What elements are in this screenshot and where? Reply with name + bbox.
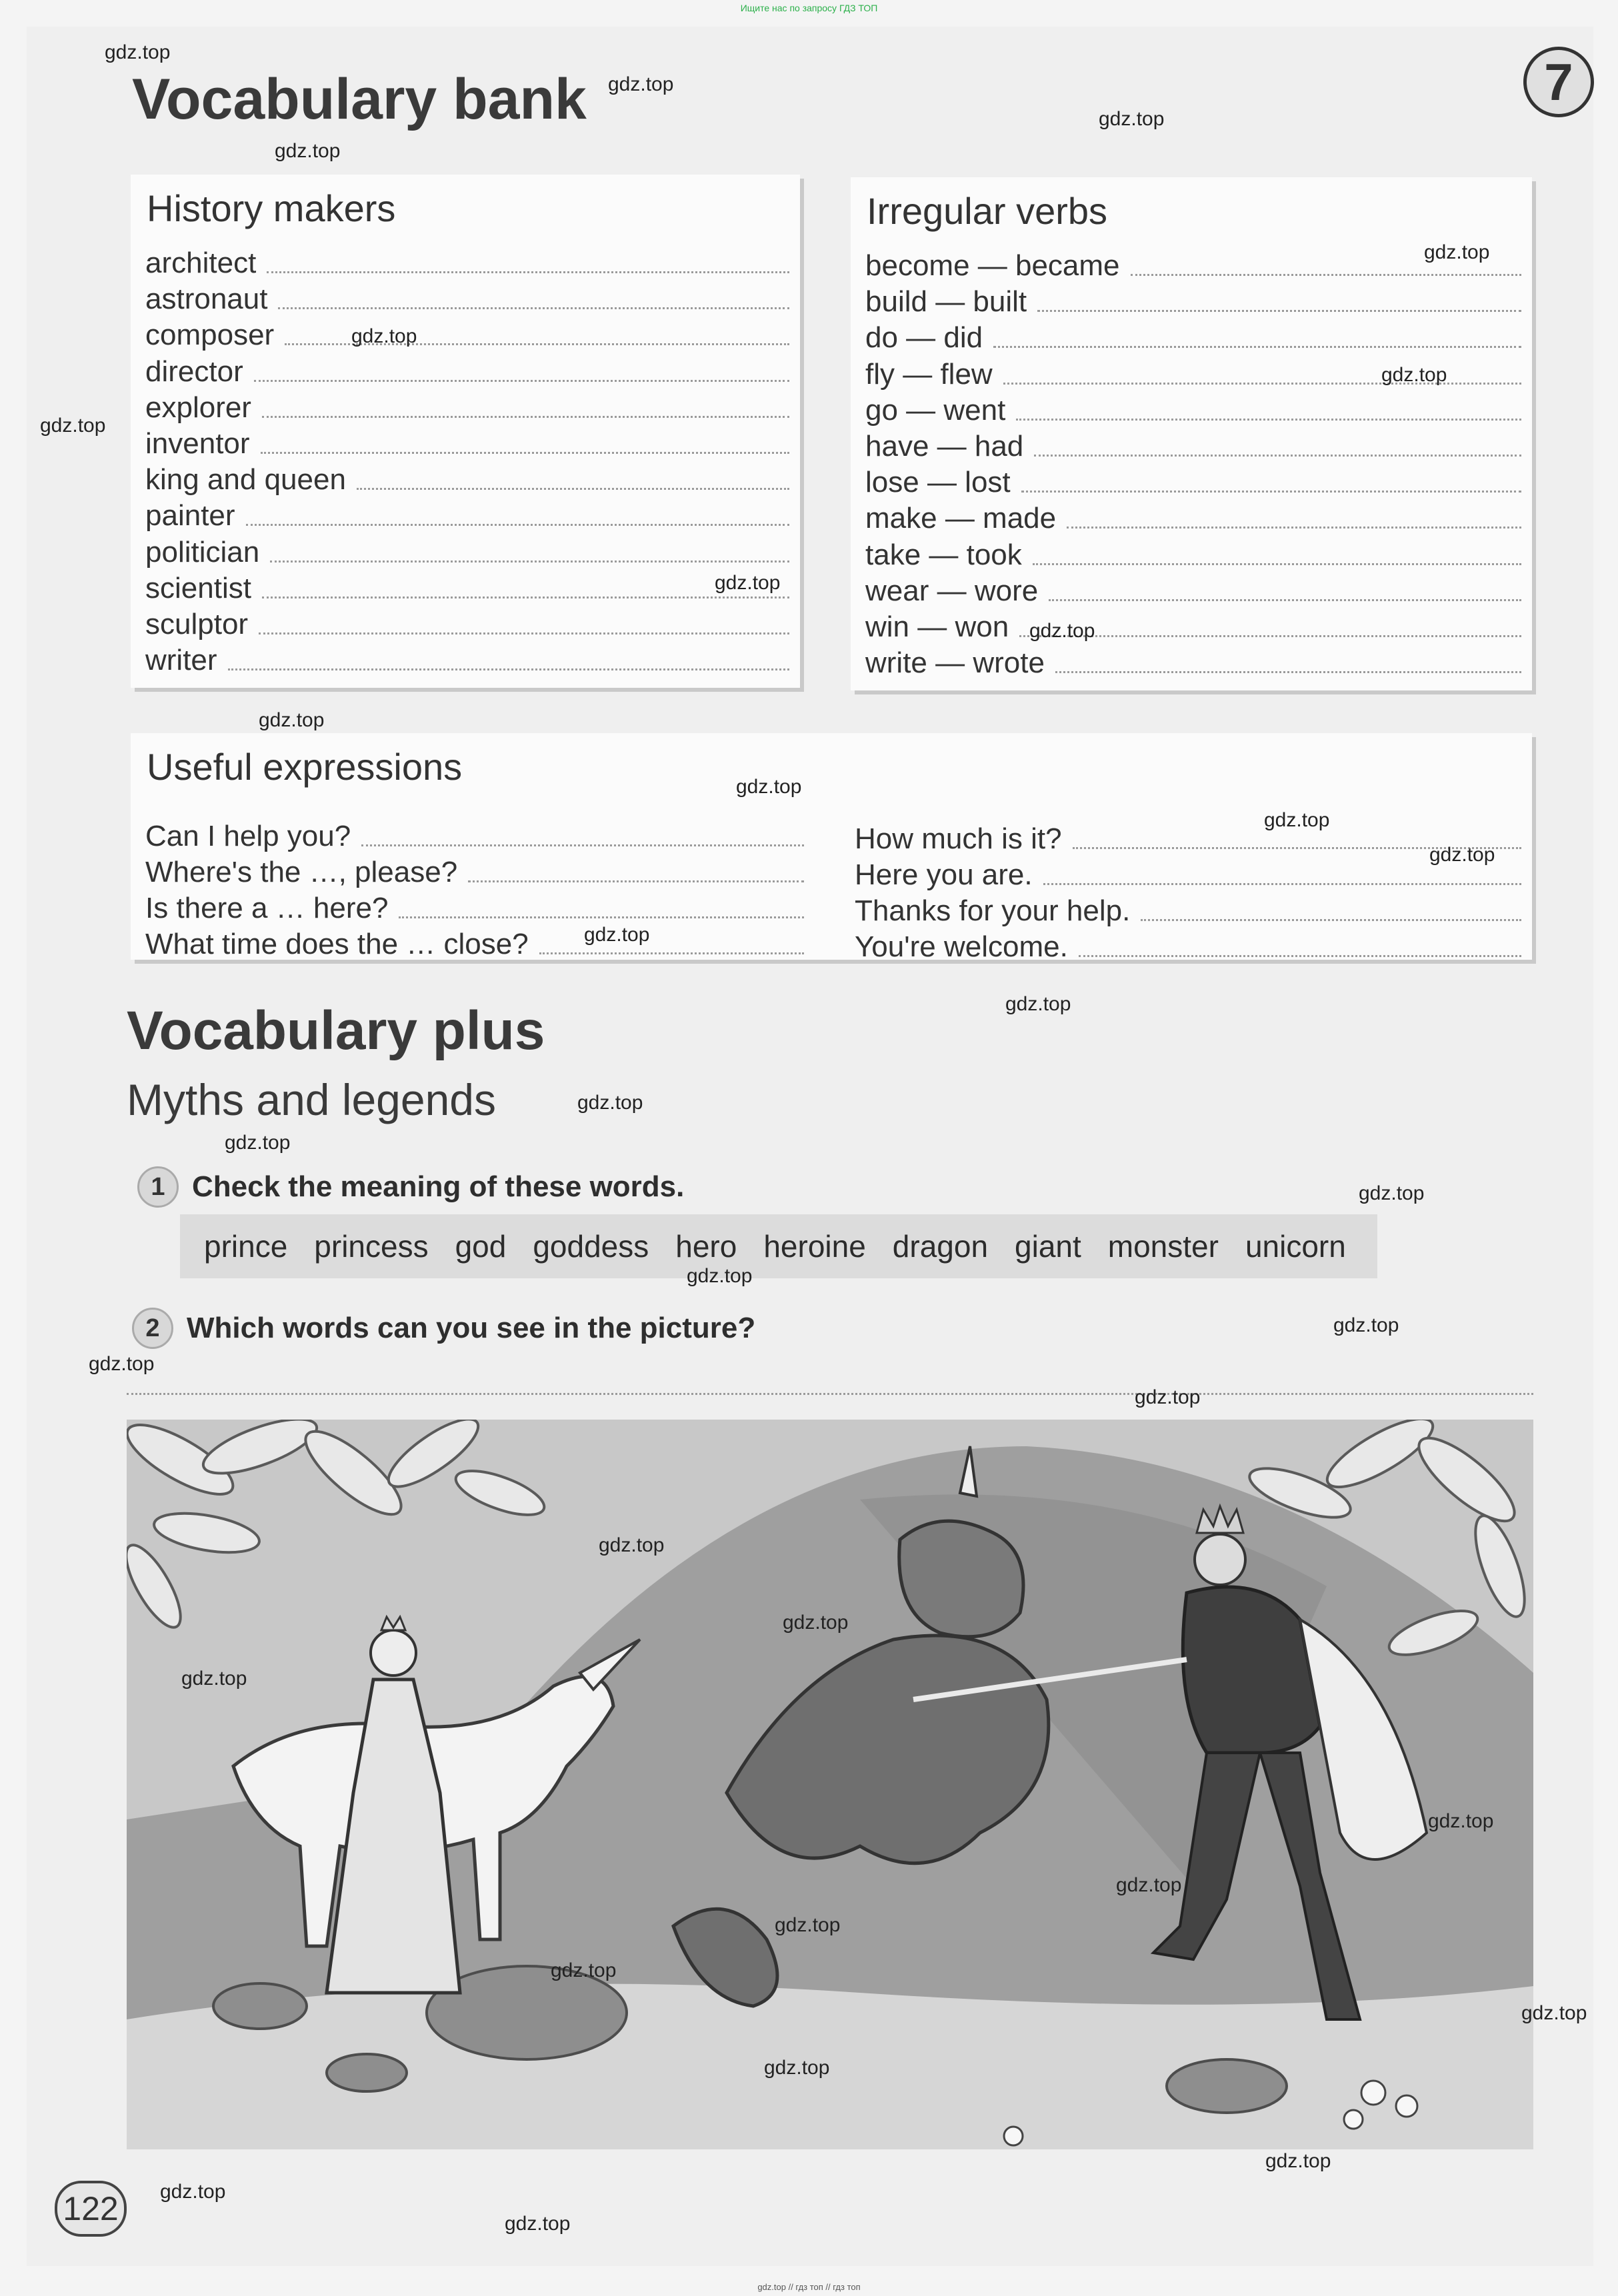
vocab-row — [145, 463, 789, 497]
vocab-word: make — made — [865, 502, 1057, 535]
vocab-word: architect — [145, 247, 257, 279]
answer-dotted-line[interactable] — [1079, 955, 1521, 957]
answer-dotted-line[interactable] — [259, 632, 789, 634]
watermark: gdz.top — [160, 2181, 226, 2203]
answer-dotted-line[interactable] — [993, 346, 1521, 348]
answer-dotted-line[interactable] — [1067, 527, 1521, 529]
vocab-word: Thanks for your help. — [855, 894, 1131, 927]
vocab-word: fly — flew — [865, 357, 993, 391]
watermark: gdz.top — [715, 572, 781, 594]
vocab-word: composer — [145, 319, 275, 352]
answer-dotted-line[interactable] — [1033, 563, 1521, 565]
answer-dotted-line[interactable] — [1141, 919, 1521, 921]
answer-dotted-line[interactable] — [228, 668, 789, 670]
watermark: gdz.top — [225, 1132, 291, 1154]
task-2 — [132, 1308, 755, 1349]
answer-dotted-line[interactable] — [1034, 455, 1521, 457]
watermark: gdz.top — [599, 1534, 665, 1556]
vocab-row — [145, 856, 804, 889]
vocab-word: inventor — [145, 427, 250, 460]
vocab-word: You're welcome. — [855, 930, 1068, 963]
vocab-word: Here you are. — [855, 858, 1033, 891]
watermark: gdz.top — [1381, 364, 1447, 386]
myth-word: dragon — [892, 1229, 989, 1264]
vocab-row — [855, 822, 1521, 856]
myth-word: unicorn — [1245, 1229, 1346, 1264]
answer-dotted-line[interactable] — [1131, 274, 1521, 276]
watermark: gdz.top — [584, 924, 650, 946]
answer-dotted-line[interactable] — [262, 416, 789, 418]
answer-dotted-line[interactable] — [254, 380, 789, 382]
vocab-row — [145, 355, 789, 389]
task-2-text: Which words can you see in the picture? — [187, 1312, 756, 1344]
useful-expressions-box — [131, 733, 1532, 963]
vocab-row — [145, 644, 789, 677]
vocab-word: write — wrote — [865, 646, 1045, 680]
unit-badge: 7 — [1523, 47, 1594, 117]
vocab-word: Is there a … here? — [145, 892, 389, 924]
top-note: Ищите нас по запросу ГДЗ ТОП — [740, 3, 878, 13]
history-makers-box — [131, 175, 800, 688]
vocab-word: painter — [145, 499, 235, 533]
myth-word: princess — [314, 1229, 429, 1264]
watermark: gdz.top — [181, 1668, 247, 1690]
answer-dotted-line[interactable] — [270, 561, 789, 563]
vocab-row — [865, 321, 1521, 355]
myth-word: monster — [1107, 1229, 1219, 1264]
myth-word: goddess — [533, 1229, 649, 1264]
watermark: gdz.top — [1264, 809, 1330, 831]
watermark: gdz.top — [1265, 2150, 1331, 2172]
vocab-row — [865, 610, 1521, 644]
vocab-row — [865, 249, 1521, 283]
task-1-text: Check the meaning of these words. — [192, 1170, 685, 1203]
useful-expressions-title: Useful expressions — [147, 746, 463, 788]
vocab-word: become — became — [865, 249, 1120, 282]
vocab-word: sculptor — [145, 608, 249, 640]
watermark: gdz.top — [1429, 844, 1495, 866]
vocab-word: take — took — [865, 538, 1022, 571]
vocab-row — [145, 499, 789, 533]
vocab-row — [865, 285, 1521, 319]
vocab-row — [145, 572, 789, 605]
answer-dotted-line[interactable] — [1049, 599, 1521, 601]
answer-dotted-line[interactable] — [357, 488, 789, 490]
watermark: gdz.top — [1135, 1386, 1201, 1408]
history-makers-title: History makers — [147, 187, 396, 229]
answer-dotted-line[interactable] — [468, 880, 804, 882]
vocab-row — [865, 574, 1521, 608]
watermark: gdz.top — [1005, 993, 1071, 1015]
page-title: Vocabulary bank — [132, 67, 587, 131]
watermark: gdz.top — [1029, 620, 1095, 642]
myth-word: heroine — [763, 1229, 866, 1264]
vocab-row — [145, 892, 804, 925]
vocab-word: wear — wore — [865, 574, 1039, 607]
watermark: gdz.top — [40, 415, 106, 437]
answer-dotted-line[interactable] — [1055, 671, 1521, 673]
vocab-row — [865, 430, 1521, 463]
myth-word: prince — [204, 1229, 288, 1264]
answer-dotted-line[interactable] — [278, 307, 789, 309]
vocab-word: How much is it? — [855, 822, 1062, 855]
irregular-verbs-title: Irregular verbs — [867, 190, 1108, 232]
vocab-word: build — built — [865, 285, 1027, 319]
answer-dotted-line[interactable] — [261, 452, 789, 454]
watermark: gdz.top — [1428, 1810, 1494, 1832]
vocab-row — [865, 646, 1521, 680]
vocab-word: Where's the …, please? — [145, 856, 458, 888]
answer-line[interactable] — [127, 1393, 1533, 1395]
answer-dotted-line[interactable] — [267, 271, 789, 273]
illustration-svg — [127, 1420, 1533, 2149]
bottom-note: gdz.top // гдз топ // гдз топ — [757, 2282, 861, 2292]
vocab-row — [865, 539, 1521, 572]
vocab-row — [145, 247, 789, 280]
vocab-word: lose — lost — [865, 466, 1011, 499]
vocab-word: have — had — [865, 430, 1024, 463]
answer-dotted-line[interactable] — [1016, 419, 1521, 421]
word-list — [180, 1214, 1377, 1278]
vocab-word: politician — [145, 535, 260, 569]
vocab-word: win — won — [865, 610, 1009, 643]
vocab-row — [145, 608, 789, 641]
vocab-row — [145, 319, 789, 352]
vocab-row — [145, 391, 789, 425]
vocab-word: do — did — [865, 321, 983, 355]
answer-dotted-line[interactable] — [1021, 491, 1521, 493]
watermark: gdz.top — [105, 41, 171, 63]
watermark: gdz.top — [687, 1265, 753, 1287]
answer-dotted-line[interactable] — [399, 916, 804, 918]
watermark: gdz.top — [259, 709, 325, 731]
answer-dotted-line[interactable] — [539, 952, 804, 954]
page-number: 122 — [55, 2181, 127, 2237]
vocab-row — [865, 502, 1521, 535]
task-1-number: 1 — [137, 1166, 179, 1208]
watermark: gdz.top — [783, 1612, 849, 1634]
answer-dotted-line[interactable] — [1043, 883, 1521, 885]
watermark: gdz.top — [89, 1353, 155, 1375]
vocab-row — [145, 427, 789, 461]
task-2-number: 2 — [132, 1308, 173, 1349]
vocab-word: explorer — [145, 391, 251, 424]
watermark: gdz.top — [775, 1914, 841, 1936]
vocab-row — [865, 394, 1521, 427]
vocab-row — [865, 466, 1521, 499]
myth-word: giant — [1015, 1229, 1081, 1264]
vocab-row — [145, 283, 789, 316]
vocabulary-plus-title: Vocabulary plus — [127, 1000, 545, 1061]
vocab-row — [855, 894, 1521, 928]
answer-dotted-line[interactable] — [1037, 310, 1521, 312]
answer-dotted-line[interactable] — [246, 524, 789, 526]
vocab-row — [145, 536, 789, 569]
vocab-word: director — [145, 355, 243, 388]
vocab-row — [855, 858, 1521, 892]
myth-word: hero — [675, 1229, 737, 1264]
vocab-row — [145, 928, 804, 961]
watermark: gdz.top — [1359, 1182, 1425, 1204]
vocab-word: writer — [145, 644, 217, 677]
watermark: gdz.top — [351, 325, 417, 347]
answer-dotted-line[interactable] — [361, 844, 804, 846]
watermark: gdz.top — [1116, 1874, 1182, 1896]
watermark: gdz.top — [764, 2057, 830, 2079]
task-1 — [137, 1166, 684, 1208]
vocab-word: Can I help you? — [145, 820, 351, 852]
myth-word: god — [455, 1229, 507, 1264]
vocab-word: scientist — [145, 571, 251, 604]
myths-illustration — [127, 1420, 1533, 2149]
watermark: gdz.top — [577, 1092, 643, 1114]
myths-legends-subtitle: Myths and legends — [127, 1075, 497, 1124]
vocab-row — [855, 930, 1521, 964]
watermark: gdz.top — [1333, 1314, 1399, 1336]
watermark: gdz.top — [1099, 108, 1165, 130]
vocab-word: go — went — [865, 393, 1006, 427]
answer-dotted-line[interactable] — [262, 596, 789, 598]
watermark: gdz.top — [736, 776, 802, 798]
vocab-word: astronaut — [145, 283, 268, 316]
watermark: gdz.top — [275, 140, 341, 162]
watermark: gdz.top — [551, 1959, 617, 1981]
watermark: gdz.top — [1521, 2002, 1587, 2024]
watermark: gdz.top — [1424, 241, 1490, 263]
vocab-word: What time does the … close? — [145, 928, 529, 960]
vocab-word: king and queen — [145, 463, 346, 497]
watermark: gdz.top — [505, 2213, 571, 2235]
watermark: gdz.top — [608, 73, 674, 95]
vocab-row — [145, 820, 804, 853]
